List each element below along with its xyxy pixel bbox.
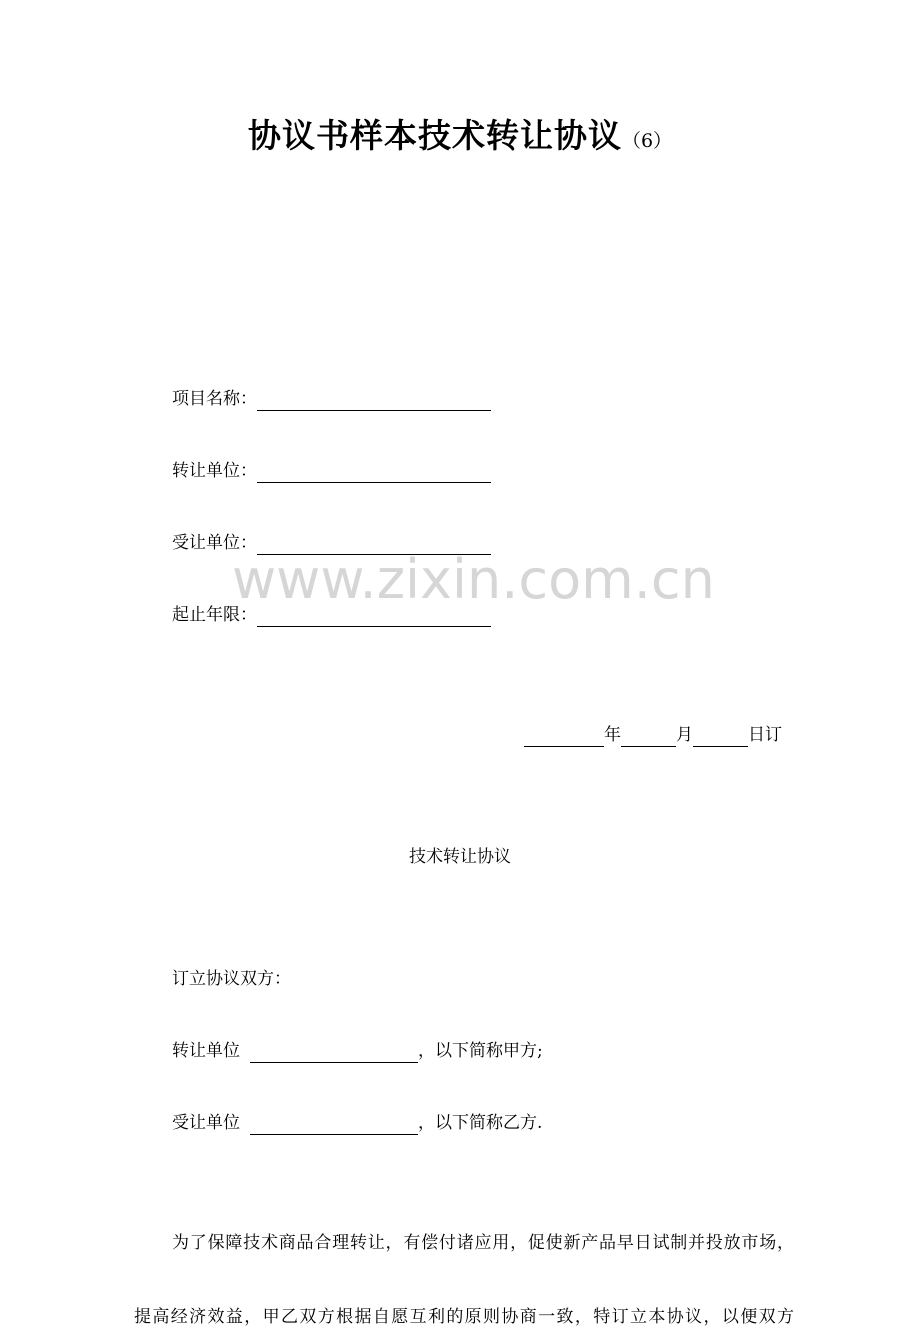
agreement-subtitle: 技术转让协议 [409, 847, 511, 867]
year-blank [524, 728, 604, 747]
party-b-suffix: ，以下简称乙方. [418, 1113, 543, 1133]
watermark-text: www.zixin.com.cn [232, 548, 715, 611]
cover-field-project-name [172, 387, 920, 411]
party-a-blank [250, 1044, 418, 1063]
party-a-line [172, 1039, 920, 1063]
title-main: 协议书样本技术转让协议 [247, 116, 622, 155]
cover-field-term [172, 603, 920, 627]
day-label: 日订 [748, 725, 782, 745]
paragraph-line: 为了保障技术商品合理转让，有偿付诸应用，促使新产品早日试制并投放市场， [172, 1233, 794, 1253]
parties-heading: 订立协议双方： [172, 969, 291, 989]
party-b-blank [250, 1116, 418, 1135]
party-b-label: 受让单位 [172, 1113, 240, 1133]
party-a-suffix: ，以下简称甲方; [418, 1041, 543, 1061]
document-title [0, 110, 920, 157]
signing-date [524, 723, 920, 747]
cover-field-blank [257, 608, 491, 627]
month-label: 月 [676, 725, 693, 745]
cover-field-blank [257, 536, 491, 555]
month-blank [621, 728, 676, 747]
cover-field-blank [257, 464, 491, 483]
cover-field-label: 转让单位： [172, 461, 257, 481]
cover-field-blank [257, 392, 491, 411]
cover-field-label: 项目名称： [172, 389, 257, 409]
cover-field-label: 受让单位： [172, 533, 257, 553]
cover-field-label: 起止年限： [172, 605, 257, 625]
party-b-line [172, 1111, 920, 1135]
year-label: 年 [604, 725, 621, 745]
party-a-label: 转让单位 [172, 1041, 240, 1061]
day-blank [693, 728, 748, 747]
cover-field-transferee [172, 531, 920, 555]
title-suffix: （6） [621, 130, 673, 152]
paragraph-line: 提高经济效益，甲乙双方根据自愿互利的原则协商一致，特订立本协议，以便双方 [134, 1307, 794, 1327]
cover-field-transferor [172, 459, 920, 483]
